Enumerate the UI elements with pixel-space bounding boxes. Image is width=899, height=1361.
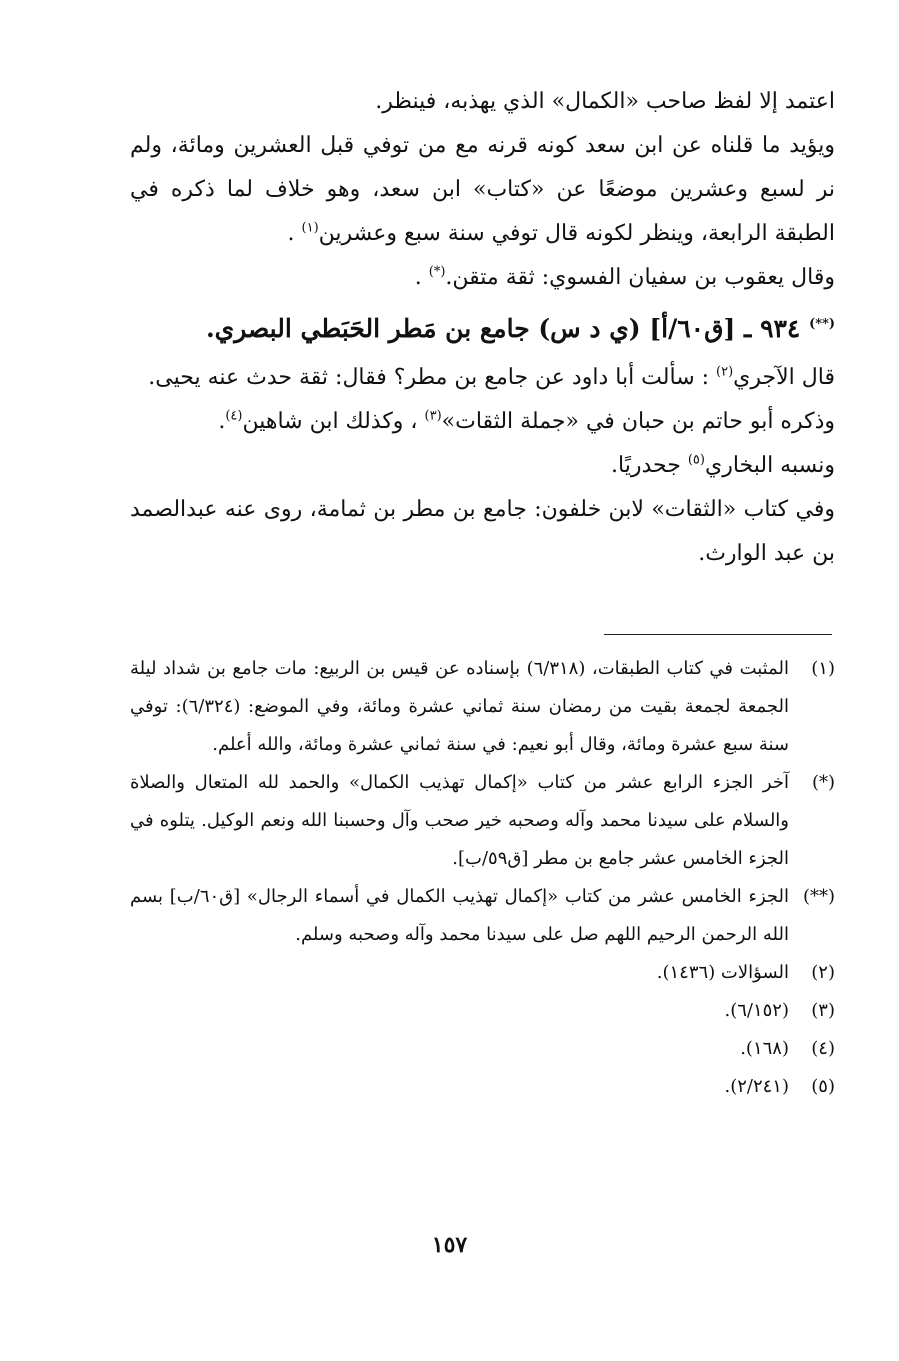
footnote-mark: (*) (811, 772, 835, 793)
footnote-ref-2[interactable]: (٢) (716, 364, 734, 380)
footnote-1 (130, 650, 835, 764)
footnote-5 (130, 1068, 835, 1106)
footnote-mark: (٢) (811, 962, 835, 983)
footnote-mark: (٤) (811, 1038, 835, 1059)
footnote-text: السؤالات (١٤٣٦). (656, 962, 789, 983)
footnote-ref-3[interactable]: (٣) (424, 408, 442, 424)
paragraph-6: ونسبه البخاري$^{(٥)}$ جحدريًا. (611, 452, 835, 478)
paragraph-2: ويؤيد ما قلناه عن ابن سعد كونه قرنه مع من توفي قبل العشرين ومائة، ولم نر لسبع وعشرين موضعًا عن «كتاب» ابن سعد، وهو خلاف لما ذكره في الطبقة الرابعة، وينظر لكونه قال توفي سنة سبع وعشرين$^{(١)}$ . (130, 133, 835, 246)
footnote-mark: (٥) (811, 1076, 835, 1097)
paragraph-7: وفي كتاب «الثقات» لابن خلفون: جامع بن مطر بن ثمامة، روى عنه عبدالصمد بن عبد الوارث. (130, 497, 835, 566)
footnote-mark: (**) (802, 886, 835, 907)
main-text (130, 80, 835, 576)
footnote-ref-star[interactable]: (*) (428, 264, 446, 280)
footnote-text: (٢/٢٤١). (724, 1076, 789, 1097)
paragraph-3: وقال يعقوب بن سفيان الفسوي: ثقة متقن.(*) . (414, 264, 835, 290)
footnote-ref-4[interactable]: (٤) (225, 408, 243, 424)
footnote-double-star (130, 878, 835, 954)
footnote-ref-double-star[interactable]: (**) (809, 316, 835, 332)
footnote-ref-5[interactable]: (٥) (687, 452, 705, 468)
footnote-text: (١٦٨). (740, 1038, 789, 1059)
footnote-text: آخر الجزء الرابع عشر من كتاب «إكمال تهذيب الكمال» والحمد لله المتعال والصلاة والسلام على سيدنا محمد وآله وصحبه خير صحب وآل وحسبنا الله ونعم الوكيل. يتلوه في الجزء الخامس عشر جامع بن مطر [ق٥٩/ب]. (130, 772, 789, 869)
footnote-mark: (١) (811, 658, 835, 679)
footnote-ref-1[interactable]: (١) (301, 220, 319, 236)
footnote-separator (604, 634, 832, 635)
footnote-star (130, 764, 835, 878)
footnotes (130, 650, 835, 1106)
footnote-4 (130, 1030, 835, 1068)
paragraph-1: اعتمد إلا لفظ صاحب «الكمال» الذي يهذبه، فينظر. (375, 89, 835, 114)
page-number: ١٥٧ (431, 1232, 468, 1258)
footnote-text: المثبت في كتاب الطبقات، (٦/٣١٨) بإسناده عن قيس بن الربيع: مات جامع بن شداد ليلة الجمعة لجمعة بقيت من رمضان سنة ثماني عشرة ومائة، وفي الموضع: (٦/٣٢٤): توفي سنة سبع عشرة ومائة، وقال أبو نعيم: في سنة ثماني عشرة ومائة، والله أعلم. (130, 658, 790, 755)
entry-heading: (**) ٩٣٤ ـ [ق٦٠/أ] (ي د س) جامع بن مَطر الحَبَطي البصري. (205, 314, 835, 343)
footnote-mark: (٣) (811, 1000, 835, 1021)
footnote-3 (130, 992, 835, 1030)
footnote-text: (٦/١٥٢). (724, 1000, 789, 1021)
paragraph-4: قال الآجري$^{(٢)}$ : سألت أبا داود عن جامع بن مطر؟ فقال: ثقة حدث عنه يحيى. (148, 364, 835, 390)
footnote-text: الجزء الخامس عشر من كتاب «إكمال تهذيب الكمال في أسماء الرجال» [ق٦٠/ب] بسم الله الرحمن الرحيم اللهم صل على سيدنا محمد وآله وصحبه وسلم. (130, 886, 789, 945)
footnote-2 (130, 954, 835, 992)
paragraph-5: وذكره أبو حاتم بن حبان في «جملة الثقات»$^{(٣)}$ ، وكذلك ابن شاهين$^{(٤)}$. (218, 408, 835, 434)
